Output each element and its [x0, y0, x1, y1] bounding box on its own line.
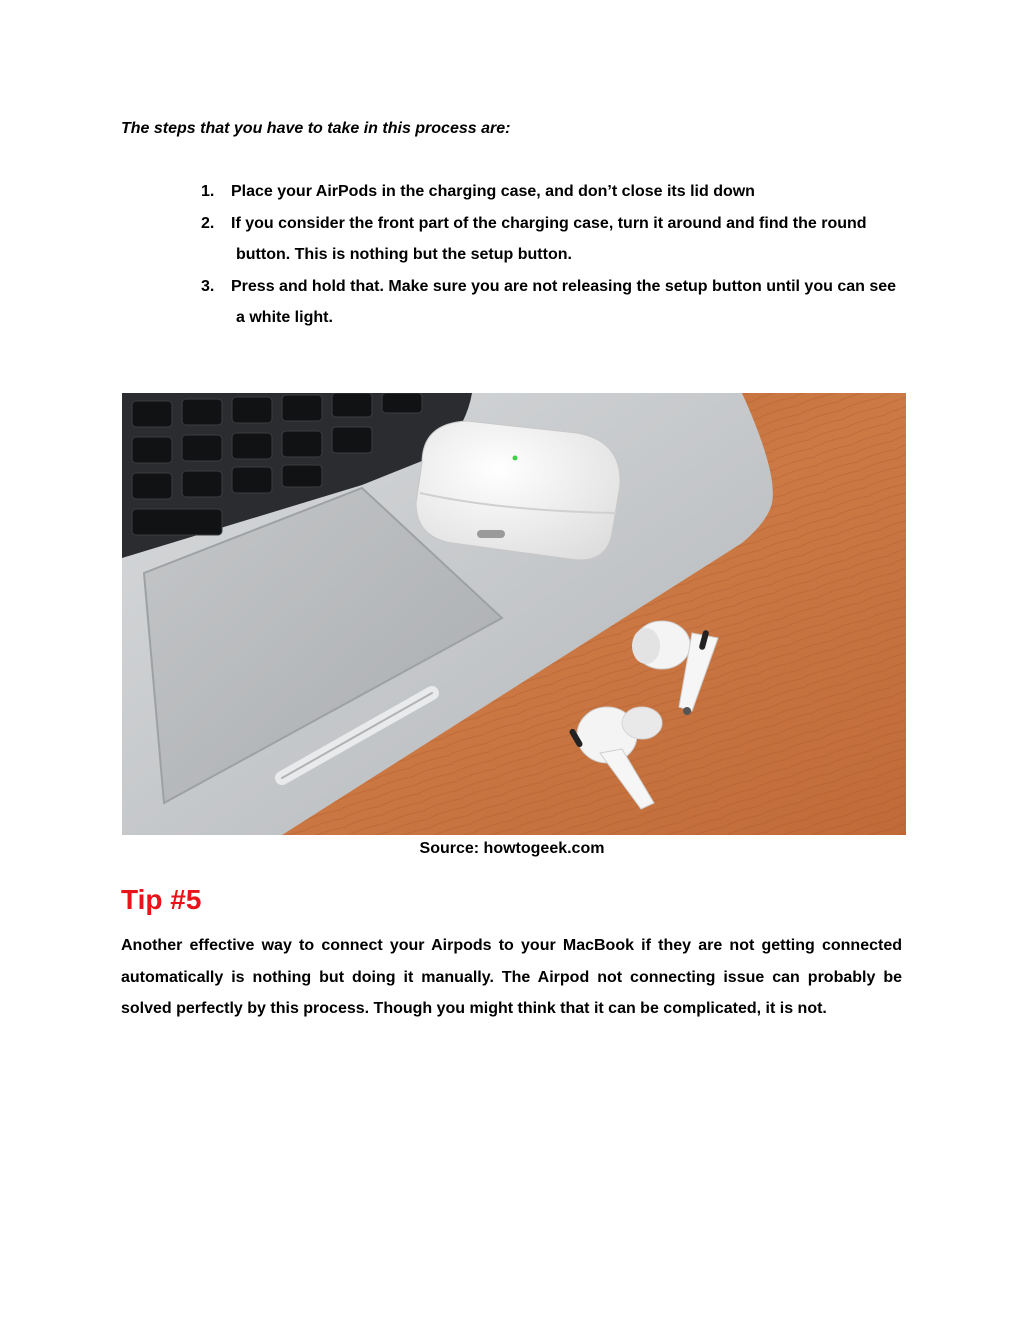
tip-paragraph: Another effective way to connect your Airpods to your MacBook if they are not getting connected automatically is nothing but doing it manually. The Airpod not connecting issue can probably be solved perfectly by this process. Though you might think that it can be complicated, it is not. — [121, 937, 902, 1017]
tip-heading: Tip #5 — [121, 884, 202, 915]
list-item — [201, 208, 901, 271]
step-text: If you consider the front part of the charging case, turn it around and find the round button. This is nothing but the setup button. — [231, 214, 867, 263]
step-number: 1. — [201, 183, 215, 200]
step-number: 2. — [201, 214, 215, 232]
step-text: Place your AirPods in the charging case, and don’t close its lid down — [231, 183, 755, 200]
status-light — [513, 456, 518, 461]
step-text: Press and hold that. Make sure you are not releasing the setup button until you can see a white light. — [231, 277, 897, 326]
step-number: 3. — [201, 277, 215, 295]
charging-case — [416, 421, 620, 560]
airpods-laptop-photo — [122, 393, 906, 835]
steps-list — [201, 176, 901, 334]
list-item — [201, 271, 901, 334]
intro-text: The steps that you have to take in this process are: — [121, 120, 511, 137]
photo-caption: Source: howtogeek.com — [419, 840, 605, 857]
list-item — [201, 176, 901, 208]
